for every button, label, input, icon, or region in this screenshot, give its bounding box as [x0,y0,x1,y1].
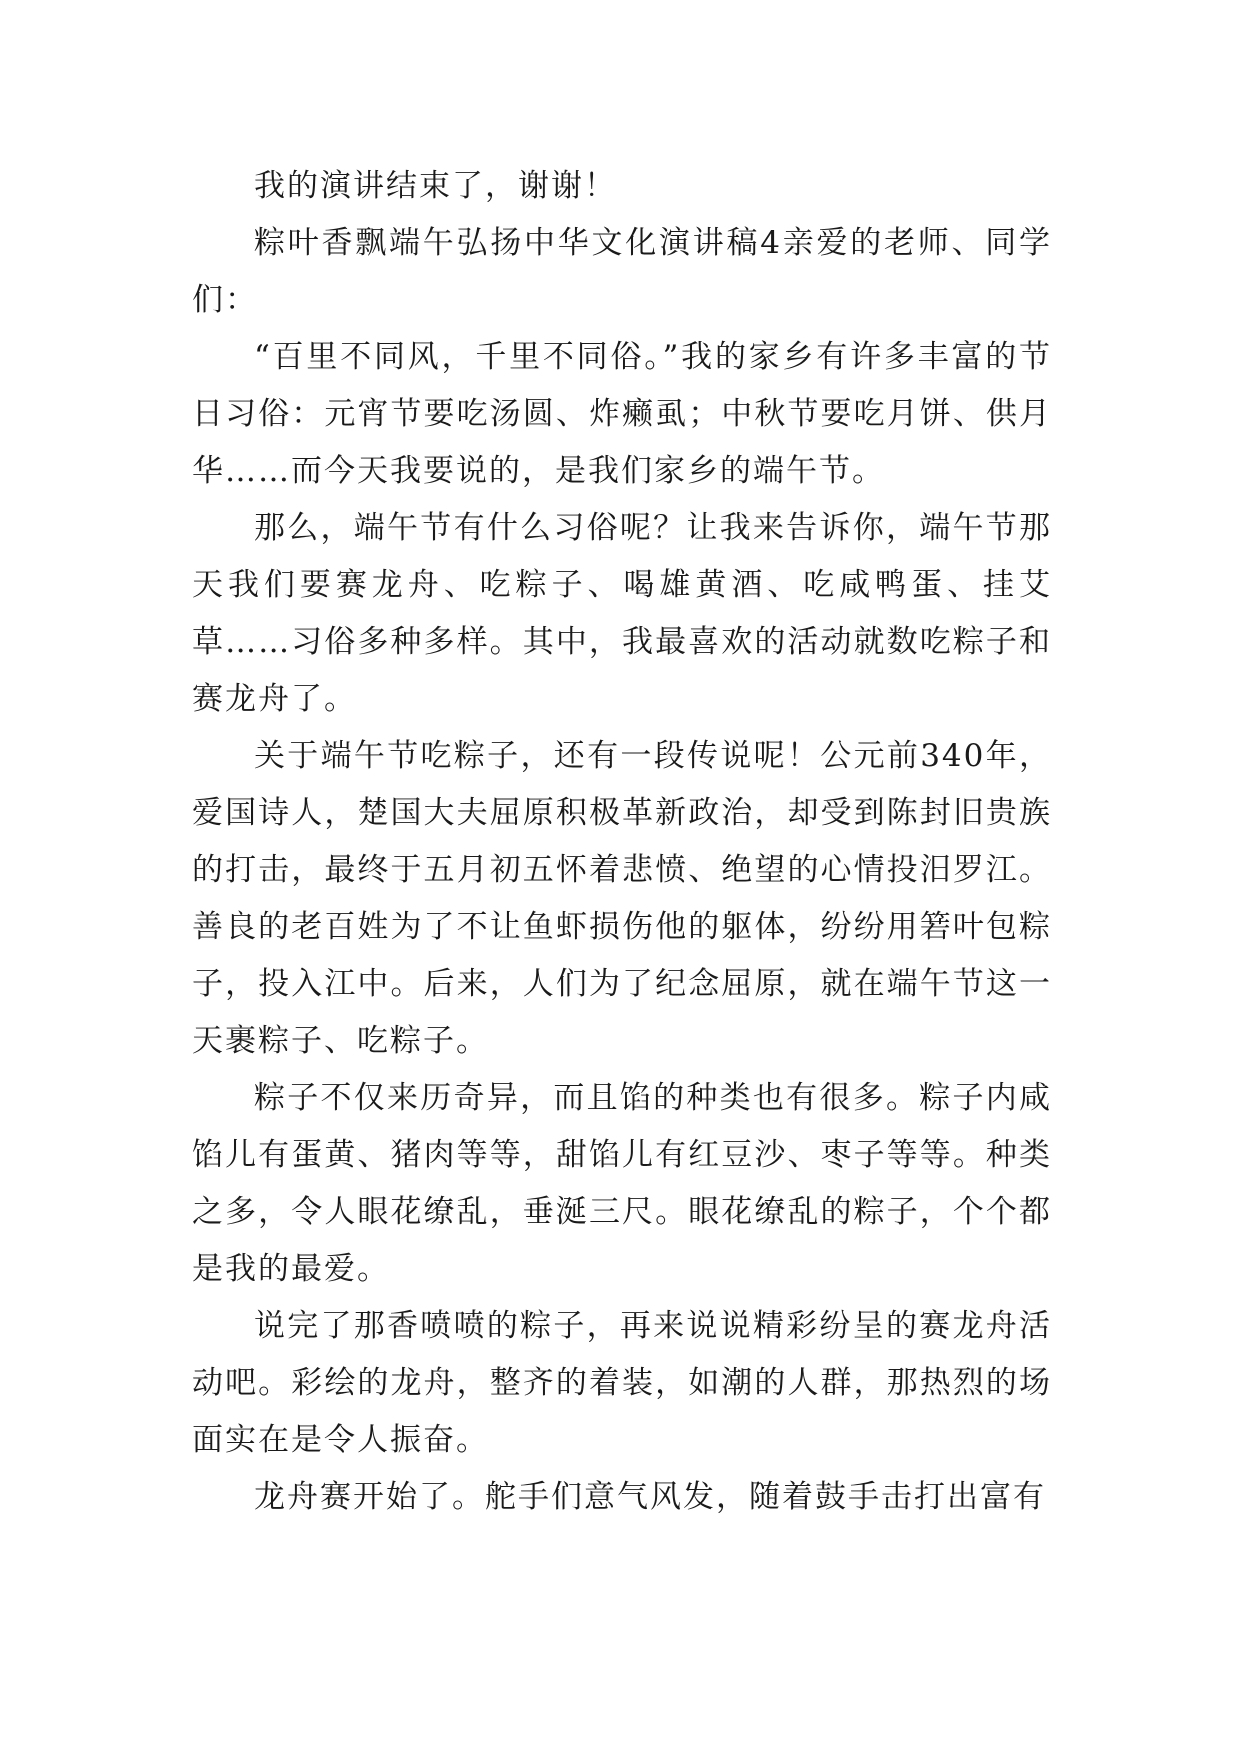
paragraph-dragon-boat: 说完了那香喷喷的粽子，再来说说精彩纷呈的赛龙舟活动吧。彩绘的龙舟，整齐的着装，如潮的人群，那热烈的场面实在是令人振奋。 [192,1308,1052,1458]
paragraph-closing: 我的演讲结束了，谢谢！ [254,168,617,204]
paragraph-race-start: 龙舟赛开始了。舵手们意气风发，随着鼓手击打出富有 [254,1479,1046,1515]
paragraph-title-greeting: 粽叶香飘端午弘扬中华文化演讲稿4亲爱的老师、同学们： [192,225,1052,318]
paragraph-zongzi: 粽子不仅来历奇异，而且馅的种类也有很多。粽子内咸馅儿有蛋黄、猪肉等等，甜馅儿有红豆沙、枣子等等。种类之多，令人眼花缭乱，垂涎三尺。眼花缭乱的粽子，个个都是我的最爱。 [192,1080,1052,1287]
paragraph-intro: “百里不同风，千里不同俗。”我的家乡有许多丰富的节日习俗：元宵节要吃汤圆、炸癞虱；中秋节要吃月饼、供月华……而今天我要说的，是我们家乡的端午节。 [192,339,1052,489]
document-body [192,158,1052,1526]
paragraph-legend: 关于端午节吃粽子，还有一段传说呢！公元前340年，爱国诗人，楚国大夫屈原积极革新政治，却受到陈封旧贵族的打击，最终于五月初五怀着悲愤、绝望的心情投汨罗江。善良的老百姓为了不让鱼虾损伤他的躯体，纷纷用箬叶包粽子，投入江中。后来，人们为了纪念屈原，就在端午节这一天裹粽子、吃粽子。 [192,738,1052,1059]
paragraph-customs: 那么，端午节有什么习俗呢？让我来告诉你，端午节那天我们要赛龙舟、吃粽子、喝雄黄酒、吃咸鸭蛋、挂艾草……习俗多种多样。其中，我最喜欢的活动就数吃粽子和赛龙舟了。 [192,510,1052,717]
